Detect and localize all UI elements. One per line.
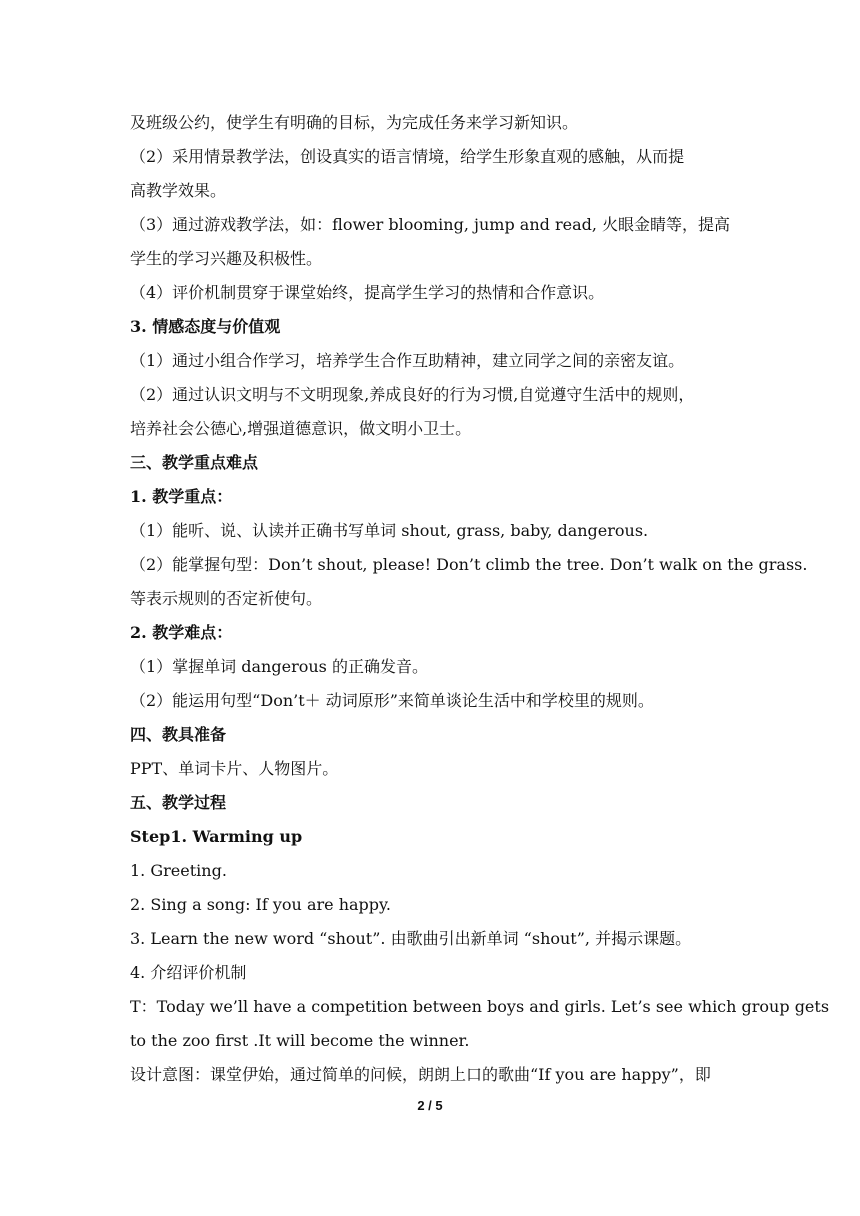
paragraph-line: 4. 介绍评价机制 [130,963,247,982]
section-heading: 三、教学重点难点 [130,453,259,472]
paragraph-line: （2）通过认识文明与不文明现象,养成良好的行为习惯,自觉遵守生活中的规则， [130,385,695,404]
paragraph-line: 培养社会公德心,增强道德意识，做文明小卫士。 [130,419,472,438]
paragraph-line: 及班级公约，使学生有明确的目标，为完成任务来学习新知识。 [130,113,579,132]
section-heading: 1. 教学重点： [130,487,233,506]
paragraph-line: T：Today we’ll have a competition between boys and girls. Let’s see which group gets [130,997,830,1016]
paragraph-line: 3. Learn the new word “shout”. 由歌曲引出新单词 “shout”, 并揭示课题。 [130,929,692,948]
paragraph-line: （2）能掌握句型：Don’t shout, please! Don’t climb the tree. Don’t walk on the grass. [130,555,808,574]
paragraph-line: （1）通过小组合作学习，培养学生合作互助精神，建立同学之间的亲密友谊。 [130,351,685,370]
paragraph-line: 学生的学习兴趣及积极性。 [130,249,323,268]
paragraph-line: （1）掌握单词 dangerous 的正确发音。 [130,657,428,676]
paragraph-line: 设计意图：课堂伊始，通过简单的问候，朗朗上口的歌曲“If you are happy”，即 [130,1065,711,1084]
document-body [130,106,830,1092]
paragraph-line: （1）能听、说、认读并正确书写单词 shout, grass, baby, dangerous. [130,521,649,540]
section-heading: 2. 教学难点： [130,623,233,642]
paragraph-line: （2）采用情景教学法，创设真实的语言情境，给学生形象直观的感触，从而提 [130,147,685,166]
section-heading: 四、教具准备 [130,725,227,744]
paragraph-line: PPT、单词卡片、人物图片。 [130,759,339,778]
section-heading: 五、教学过程 [130,793,227,812]
paragraph-line: （3）通过游戏教学法，如：flower blooming, jump and read, 火眼金睛等，提高 [130,215,731,234]
paragraph-line: （2）能运用句型“Don’t＋ 动词原形”来简单谈论生活中和学校里的规则。 [130,691,654,710]
section-heading: 3. 情感态度与价值观 [130,317,281,336]
paragraph-line: 1. Greeting. [130,861,227,880]
paragraph-line: 等表示规则的否定祈使句。 [130,589,323,608]
paragraph-line: 2. Sing a song: If you are happy. [130,895,392,914]
page-number: 2 / 5 [417,1098,443,1113]
paragraph-line: to the zoo first .It will become the winner. [130,1031,470,1050]
paragraph-line: 高教学效果。 [130,181,227,200]
paragraph-line: （4）评价机制贯穿于课堂始终，提高学生学习的热情和合作意识。 [130,283,605,302]
section-heading: Step1. Warming up [130,827,303,846]
